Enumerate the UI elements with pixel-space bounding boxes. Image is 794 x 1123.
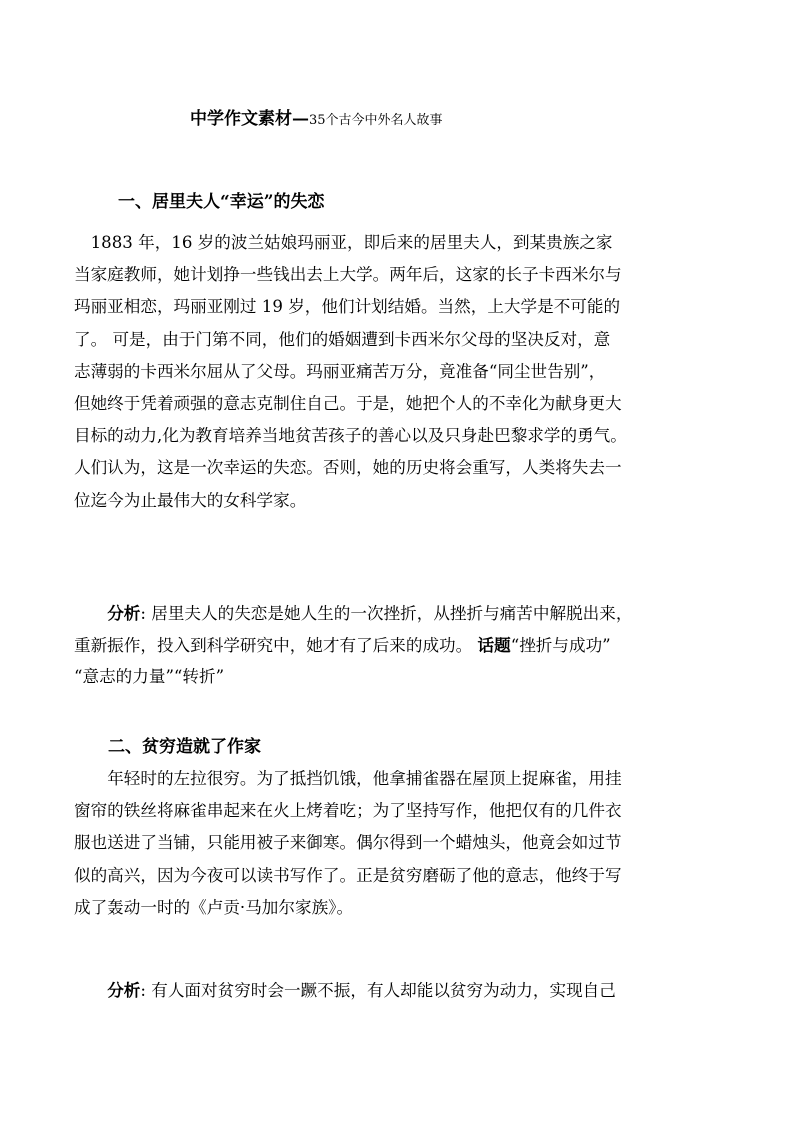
body-line: 成了轰动一时的《卢贡·马加尔家族》。 — [74, 897, 354, 917]
analysis-text: 重新振作，投入到科学研究中，她才有了后来的成功。 — [74, 636, 473, 656]
section-heading-1: 一、居里夫人“幸运”的失恋 — [118, 192, 325, 212]
topic-text: “挫折与成功” — [510, 636, 611, 656]
body-line: 玛丽亚相恋，玛丽亚刚过 19 岁，他们计划结婚。当然，上大学是不可能的 — [74, 297, 621, 317]
analysis-line — [74, 629, 694, 661]
section1-body — [74, 227, 694, 517]
body-line: 似的高兴，因为今夜可以读书写作了。正是贫穷磨砺了他的意志，他终于写 — [74, 865, 622, 885]
body-line: 目标的动力,化为教育培养当地贫苦孩子的善心以及只身赴巴黎求学的勇气。 — [74, 426, 627, 446]
analysis-text: : 有人面对贫穷时会一蹶不振，有人却能以贫穷为动力，实现自己 — [140, 981, 616, 1000]
body-line: 人们认为，这是一次幸运的失恋。否则，她的历史将会重写，人类将失去一 — [74, 458, 622, 478]
body-line: 位迄今为止最伟大的女科学家。 — [74, 490, 307, 510]
body-line: 但她终于凭着顽强的意志克制住自己。于是，她把个人的不幸化为献身更大 — [74, 393, 622, 413]
section2-analysis — [74, 974, 694, 1006]
page-title — [190, 104, 750, 129]
analysis-text: : 居里夫人的失恋是她人生的一次挫折，从挫折与痛苦中解脱出来， — [140, 604, 633, 623]
body-line: 窗帘的铁丝将麻雀串起来在火上烤着吃；为了坚持写作，他把仅有的几件衣 — [74, 801, 622, 821]
body-line: 志薄弱的卡西米尔屈从了父母。玛丽亚痛苦万分，竟准备“同尘世告别”， — [74, 361, 606, 381]
section2-body — [74, 763, 694, 924]
body-line: 当家庭教师，她计划挣一些钱出去上大学。两年后，这家的长子卡西米尔与 — [74, 265, 622, 285]
title-subtitle: 35个古今中外名人故事 — [309, 113, 443, 128]
topic-line: “意志的力量”“转折” — [74, 667, 225, 687]
body-line-text: 年轻时的左拉很穷。为了抵挡饥饿，他拿捕雀器在屋顶上捉麻雀，用挂 — [107, 769, 622, 788]
title-main: 中学作文素材— — [190, 109, 309, 129]
body-line: 服也送进了当铺，只能用被子来御寒。偶尔得到一个蜡烛头，他竟会如过节 — [74, 833, 622, 853]
analysis-line — [74, 597, 694, 629]
body-line — [74, 763, 694, 795]
body-line: 1883 年，16 岁的波兰姑娘玛丽亚，即后来的居里夫人，到某贵族之家 — [74, 233, 613, 252]
analysis-line — [74, 974, 694, 1006]
body-line: 了。 可是，由于门第不同，他们的婚姻遭到卡西米尔父母的坚决反对，意 — [74, 329, 611, 349]
topic-label: 话题 — [477, 635, 511, 656]
analysis-label: 分析 — [107, 980, 141, 1000]
analysis-label: 分析 — [107, 603, 141, 623]
section1-analysis — [74, 597, 694, 694]
section-heading-2: 二、贫穷造就了作家 — [108, 737, 261, 757]
